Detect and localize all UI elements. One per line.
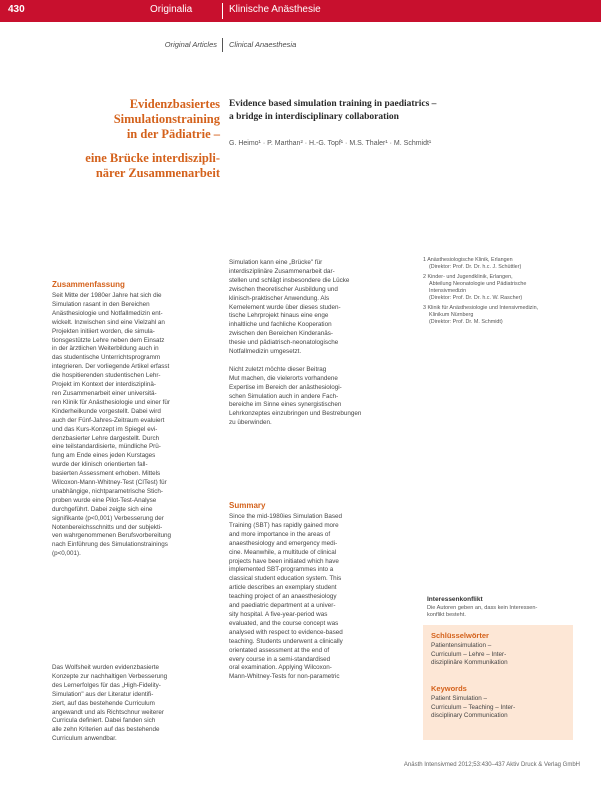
- zusammenfassung-line: ren Klinik für Anästhesiologie und einer für: [52, 398, 170, 406]
- summary-text: [229, 513, 389, 682]
- affiliation-text: Intensivmedizin: [429, 288, 467, 294]
- affiliation-text: Klinik für Anästhesiologie und Intensivmedizin,: [427, 305, 539, 311]
- middle-line: Lehrkonzeptes einzubringen und Bestrebungen: [229, 410, 362, 418]
- affiliation-line: [423, 264, 573, 271]
- affiliation-text: (Direktor: Prof. Dr. M. Schmidt): [429, 319, 503, 325]
- middle-line: schen Simulation auch in andere Fach-: [229, 392, 339, 400]
- zusammenfassung-line: (p<0,001).: [52, 550, 81, 558]
- zusammenfassung-line: wurde der klinisch orientierten fall-: [52, 461, 148, 469]
- zusammenfassung-line: alle zehn Kriterien auf das bestehende: [52, 726, 160, 734]
- zusammenfassung-line: Projekten initiiert worden, die simula-: [52, 327, 155, 335]
- affiliation-line: [423, 312, 573, 319]
- conflict-line: Die Autoren geben an, dass kein Interessen-: [427, 605, 538, 611]
- title-english-line: Evidence based simulation training in paediatrics –: [229, 99, 437, 109]
- header-divider: [222, 3, 223, 19]
- summary-line: and more importance in the areas of: [229, 530, 331, 538]
- zusammenfassung-line: basierten Assessment erhoben. Mittels: [52, 470, 161, 478]
- zusammenfassung-line: ziert, auf das bestehende Curriculum: [52, 699, 155, 707]
- title-english-line: a bridge in interdisciplinary collaboration: [229, 112, 399, 122]
- middle-line: stellen und schlägt insbesondere die Lücke: [229, 276, 350, 284]
- zusammenfassung-line: eine teilstandardisierte, mündliche Prü-: [52, 443, 161, 451]
- summary-line: every course in a semi-standardised: [229, 655, 331, 663]
- affiliation-number: 1: [423, 257, 426, 263]
- zusammenfassung-line: fung am Ende eines jeden Kurstages: [52, 452, 156, 460]
- authors: G. Heimo¹ · P. Marthan² · H.-G. Topf¹ · M.S. Thaler¹ · M. Schmidt¹: [229, 140, 432, 147]
- middle-line: thesie und pädiatrisch-neonatologische: [229, 339, 339, 347]
- summary-line: classical student education system. This: [229, 575, 342, 583]
- summary-line: anaesthesiology and emergency medi-: [229, 539, 338, 547]
- zusammenfassung-line: Wilcoxon-Mann-Whitney-Test (CITest) für: [52, 479, 167, 487]
- keywords-de: [431, 642, 571, 668]
- zusammenfassung-line: Kinderheilkunde vorgestellt. Dabei wird: [52, 407, 161, 415]
- zusammenfassung-line: Curriculum anwendbar.: [52, 735, 117, 743]
- affiliation-text: Anästhesiologische Klinik, Erlangen: [427, 257, 513, 263]
- title-german-line: in der Pädiatrie –: [126, 127, 220, 141]
- middle-line: zu überwinden.: [229, 419, 272, 427]
- zusammenfassung-line: Konzepte zur nachhaltigen Verbesserung: [52, 672, 168, 680]
- keywords-en-heading: Keywords: [431, 684, 467, 693]
- keyword-line: disziplinäre Kommunikation: [431, 659, 508, 666]
- zusammenfassung-line: auch der Fünf-Jahres-Zeitraum evaluiert: [52, 416, 165, 424]
- zusammenfassung-heading: Zusammenfassung: [52, 280, 125, 289]
- summary-line: oral examination. Applying Wilcoxon-: [229, 664, 332, 672]
- summary-line: Since the mid-1980ies Simulation Based: [229, 513, 343, 520]
- keyword-line: Patientensimulation –: [431, 642, 492, 649]
- affiliation-line: [423, 274, 573, 281]
- zusammenfassung-line: das studentische Unterrichtsprogramm: [52, 354, 161, 362]
- zusammenfassung-line: durchgeführt. Dabei zeigte sich eine: [52, 505, 153, 513]
- zusammenfassung-line: Simulation rasant in den Bereichen: [52, 300, 150, 308]
- affiliations: [423, 257, 573, 329]
- middle-line: [229, 357, 389, 366]
- zusammenfassung-line: denzbasierter Lehre dargestellt. Durch: [52, 434, 160, 442]
- affiliation-line: [423, 295, 573, 302]
- middle-line: klinisch-praktischer Anwendung. Als: [229, 294, 330, 302]
- zusammenfassung-line: ven wahrgenommenen Berufsvorbereitung: [52, 532, 172, 540]
- summary-line: teaching project of an anaesthesiology: [229, 593, 337, 601]
- middle-line: Mut machen, die vielerorts vorhandene: [229, 374, 338, 382]
- affiliation-line: [423, 288, 573, 295]
- summary-line: orientated assessment at the end of: [229, 646, 330, 654]
- zusammenfassung-line: tionsgestützte Lehre neben dem Einsatz: [52, 336, 165, 344]
- footer-citation: Anästh Intensivmed 2012;53:430–437 Aktiv Druck & Verlag GmbH: [403, 762, 580, 768]
- affiliation-line: [423, 319, 573, 326]
- affiliation-text: Abteilung Neonatologie und Pädiatrische: [429, 281, 527, 287]
- affiliation-line: [423, 305, 573, 312]
- zusammenfassung-text-2: [52, 664, 214, 744]
- zusammenfassung-line: proben wurde eine Pilot-Test-Analyse: [52, 496, 157, 504]
- summary-line: cine. Meanwhile, a multitude of clinical: [229, 548, 337, 556]
- middle-line: interdisziplinäre Zusammenarbeit dar-: [229, 267, 335, 275]
- conflict-line: konflikt besteht.: [427, 612, 466, 618]
- rubric-label: Klinische Anästhesie: [229, 4, 321, 15]
- summary-line: and paediatric department at a univer-: [229, 602, 336, 610]
- affiliation-text: (Direktor: Prof. Dr. Dr. h.c. J. Schüttler): [429, 264, 522, 270]
- page-number: 430: [8, 4, 25, 15]
- middle-line: Simulation kann eine „Brücke" für: [229, 259, 323, 266]
- middle-line: tische Lehrprojekt hinaus eine enge: [229, 312, 329, 320]
- middle-line: zwischen den Bereichen Kinderanäs-: [229, 330, 333, 338]
- zusammenfassung-line: unabhängige, nichtparametrische Stich-: [52, 487, 163, 495]
- middle-line: zwischen theoretischer Ausbildung und: [229, 285, 338, 293]
- keyword-line: Patient Simulation –: [431, 695, 488, 702]
- affiliation-line: [423, 281, 573, 288]
- zusammenfassung-line: Anästhesiologie und Notfallmedizin ent-: [52, 309, 163, 317]
- affiliation: [423, 305, 573, 326]
- zusammenfassung-line: integrieren. Der vorliegende Artikel erfasst: [52, 363, 170, 371]
- summary-line: article describes an exemplary student: [229, 584, 337, 592]
- summary-heading: Summary: [229, 501, 266, 510]
- zusammenfassung-line: ren Zusammenarbeit einer universitä-: [52, 389, 157, 397]
- zusammenfassung-line: Simulation" aus der Literatur identifi-: [52, 690, 154, 698]
- zusammenfassung-line: Notenbereichsschnitts und der subjekti-: [52, 523, 163, 531]
- keywords-de-heading: Schlüsselwörter: [431, 631, 489, 640]
- zusammenfassung-line: Curricula definiert. Dabei fanden sich: [52, 717, 156, 725]
- summary-line: sity hospital. A five-year-period was: [229, 610, 328, 618]
- middle-line: Notfallmedizin umgesetzt.: [229, 348, 302, 356]
- keyword-line: Curriculum – Lehre – Inter-: [431, 650, 507, 658]
- conflict-heading: Interessenkonflikt: [427, 596, 483, 603]
- zusammenfassung-line: angewandt und als Richtschnur weiterer: [52, 708, 165, 716]
- affiliation-text: Kinder- und Jugendklinik, Erlangen,: [427, 274, 513, 280]
- title-german-line: Simulationstraining: [113, 112, 220, 126]
- summary-line: evaluated, and the course concept was: [229, 619, 339, 627]
- zusammenfassung-text: [52, 292, 214, 559]
- zusammenfassung-line: signifikante (p<0,001) Verbesserung der: [52, 514, 164, 522]
- zusammenfassung-line: Projekt im Kontext der interdisziplinä-: [52, 381, 156, 389]
- subrubric-de: Original Articles: [164, 40, 217, 49]
- summary-line: analysed with respect to evidence-based: [229, 628, 343, 636]
- zusammenfassung-line: und das Kurs-Konzept im Spiegel evi-: [52, 425, 158, 433]
- summary-line: implemented SBT-programmes into a: [229, 566, 334, 574]
- affiliation-number: 3: [423, 305, 426, 311]
- subrubric-en: Clinical Anaesthesia: [229, 40, 297, 49]
- middle-line: Expertise im Bereich der anästhesiologi-: [229, 383, 342, 391]
- affiliation-text: Klinikum Nürnberg: [429, 312, 474, 318]
- summary-line: projects have been initiated which have: [229, 557, 339, 565]
- affiliation: [423, 257, 573, 271]
- section-label: Originalia: [150, 4, 193, 15]
- title-german-line: Evidenzbasiertes: [129, 97, 220, 111]
- keywords-en: [431, 695, 571, 721]
- title-english: [229, 98, 529, 124]
- affiliation-number: 2: [423, 274, 426, 280]
- zusammenfassung-line: des Lernerfolges für das „High-Fidelity-: [52, 681, 161, 689]
- middle-column-text: [229, 259, 389, 428]
- summary-line: teaching. Students underwent a clinically: [229, 637, 343, 645]
- summary-line: Training (SBT) has rapidly gained more: [229, 521, 339, 529]
- keyword-line: Curriculum – Teaching – Inter-: [431, 703, 516, 711]
- title-german: [70, 97, 220, 181]
- affiliation-line: [423, 257, 573, 264]
- summary-line: Mann-Whitney-Tests for non-parametric: [229, 673, 340, 681]
- keyword-line: disciplinary Communication: [431, 712, 508, 719]
- affiliation-text: (Direktor: Prof. Dr. Dr. h.c. W. Rascher): [429, 295, 523, 301]
- subrubric-divider: [222, 38, 223, 52]
- conflict-text: [427, 605, 577, 619]
- zusammenfassung-line: Das Wolfsheit wurden evidenzbasierte: [52, 664, 159, 671]
- zusammenfassung-line: die hospitierenden studentischen Lehr-: [52, 372, 161, 380]
- middle-line: inhaltliche und fachliche Kooperation: [229, 321, 332, 329]
- zusammenfassung-line: Seit Mitte der 1980er Jahre hat sich die: [52, 292, 162, 299]
- affiliation: [423, 274, 573, 302]
- middle-line: Nicht zuletzt möchte dieser Beitrag: [229, 365, 327, 373]
- title-german-line: eine Brücke interdiszipli-: [85, 151, 220, 165]
- middle-line: Kernelement wurde über dieses studen-: [229, 303, 341, 311]
- zusammenfassung-line: nach Einführung des Simulationstrainings: [52, 541, 168, 549]
- zusammenfassung-line: in der ärztlichen Weiterbildung auch in: [52, 345, 159, 353]
- middle-line: bereiche im Sinne eines synergistischen: [229, 401, 342, 409]
- zusammenfassung-line: wickelt. Inzwischen sind eine Vielzahl an: [52, 318, 165, 326]
- title-german-line: närer Zusammenarbeit: [95, 166, 220, 180]
